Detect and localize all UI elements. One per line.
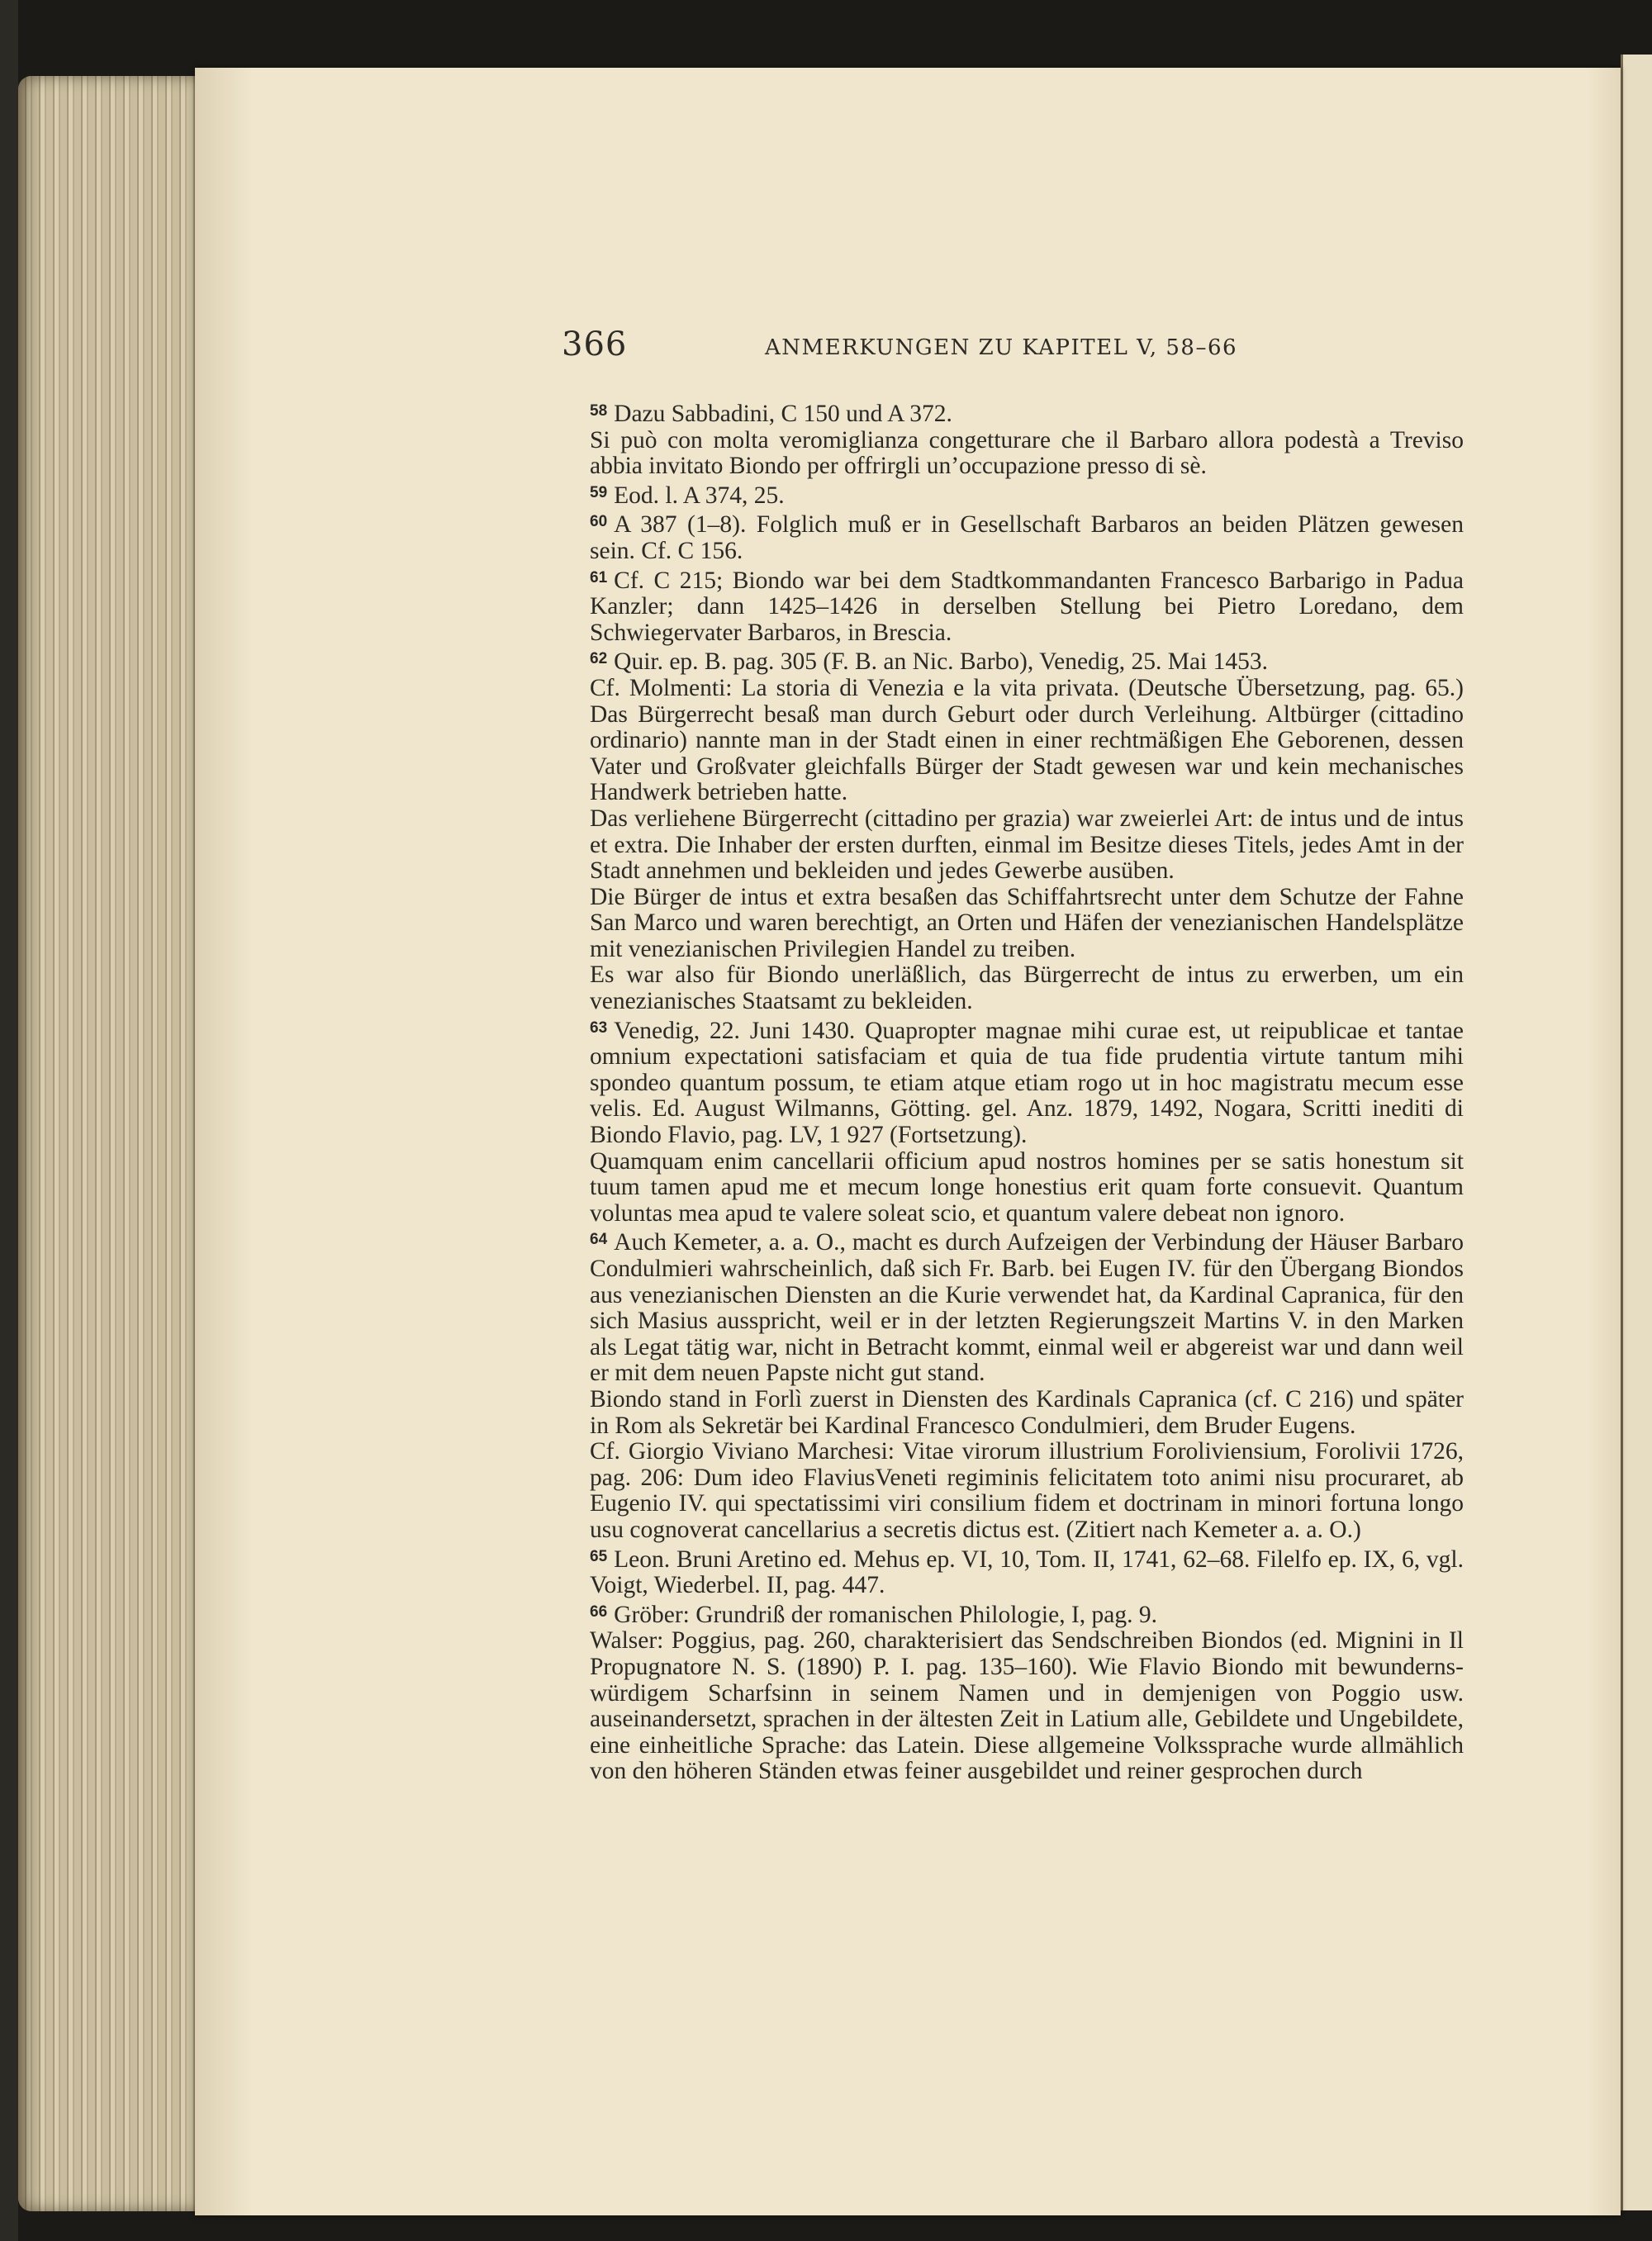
footnote-number: 60 xyxy=(590,513,608,531)
note-text: Quamquam enim cancellarii officium apud nostros homines per se satis honestum sit tuum tamen apud me et mecum longe honestius erit quam forte consuevit. Quantum voluntas mea apud te valere soleat scio, et quantum valere debeat non ignoro. xyxy=(590,1147,1464,1227)
footnote-number: 61 xyxy=(590,568,608,586)
footnote-number: 63 xyxy=(590,1018,608,1037)
note-text: Si può con molta veromiglianza congetturare che il Barbaro allora podestà a Treviso abbia invitato Biondo per offrirgli un’occupazione presso di sè. xyxy=(590,426,1464,480)
note-paragraph xyxy=(590,1387,1464,1439)
note-paragraph xyxy=(590,806,1464,885)
note-text: Die Bürger de intus et extra besaßen das Schiffahrtsrecht unter dem Schutze der Fahne San Marco und waren berechtigt, an Orten und Häfen der venezianischen Handelsplätze mit venezianischen Privilegien Handel zu treiben. xyxy=(590,883,1464,962)
note-text: Auch Kemeter, a. a. O., macht es durch Aufzeigen der Verbindung der Häuser Barbaro Condulmieri wahrscheinlich, daß sich Fr. Barb. bei Eugen IV. für den Übergang Biondos aus venezianischen Diensten an die Kurie verwendet hat, da Kardinal Capranica, für den sich Masius ausspricht, weil er in der letzten Regierungszeit Martins V. in den Marken als Legat tätig war, nicht in Betracht kommt, einmal weil er abgereist war und dann weil er mit dem neuen Papste nicht gut stand. xyxy=(590,1229,1464,1387)
note-text: A 387 (1–8). Folglich muß er in Gesellschaft Barbaros an beiden Plätzen gewesen sein. Cf. C 156. xyxy=(590,511,1464,564)
note-text: Cf. Molmenti: La storia di Venezia e la vita privata. (Deutsche Übersetzung, pag. 65.) Das Bürgerrecht besaß man durch Geburt oder durch Verleihung. Altbürger (cittadino ordinario) nannte man in der Stadt einen in einer rechtmäßigen Ehe Geborenen, dessen Vater und Großvater gleichfalls Bürger der Stadt gewesen war und kein mechanisches Handwerk betrieben hatte. xyxy=(590,674,1464,806)
note-text: Venedig, 22. Juni 1430. Quapropter magnae mihi curae est, ut reipublicae et tantae omnium expectationi satisfaciam et quia de tua fide prudentia virtute tantum mihi spondeo quantum possum, te etiam atque etiam rogo ut in hoc magistratu mecum esse velis. Ed. August Wilmanns, Götting. gel. Anz. 1879, 1492, Nogara, Scritti inediti di Biondo Flavio, pag. LV, 1 927 (Fortsetzung). xyxy=(590,1017,1464,1149)
note-text: Leon. Bruni Aretino ed. Mehus ep. VI, 10, Tom. II, 1741, 62–68. Filelfo ep. IX, 6, vgl. Voigt, Wiederbel. II, pag. 447. xyxy=(590,1545,1464,1599)
note-text: Biondo stand in Forlì zuerst in Diensten des Kardinals Capranica (cf. C 216) und später in Rom als Sekretär bei Kardinal Francesco Condulmieri, dem Bruder Eugens. xyxy=(590,1385,1464,1439)
footnote-number: 65 xyxy=(590,1547,608,1565)
footnote-number: 59 xyxy=(590,483,608,501)
footnote-62 xyxy=(590,646,1464,676)
facing-page-edge xyxy=(1621,55,1652,2210)
note-text: Eod. l. A 374, 25. xyxy=(614,482,785,509)
footnote-number: 66 xyxy=(590,1602,608,1621)
note-text: Gröber: Grundriß der romanischen Philologie, I, pag. 9. xyxy=(614,1601,1157,1628)
note-text: Dazu Sabbadini, C 150 und A 372. xyxy=(614,401,952,427)
note-paragraph xyxy=(590,676,1464,806)
note-paragraph xyxy=(590,428,1464,480)
footnote-58 xyxy=(590,398,1464,428)
binding-shadow xyxy=(0,0,18,2241)
book-page xyxy=(195,68,1621,2215)
note-text: Quir. ep. B. pag. 305 (F. B. an Nic. Barbo), Venedig, 25. Mai 1453. xyxy=(614,648,1269,676)
footnote-65 xyxy=(590,1544,1464,1599)
footnote-number: 64 xyxy=(590,1231,608,1249)
footnote-64 xyxy=(590,1227,1464,1387)
note-paragraph xyxy=(590,962,1464,1014)
note-paragraph xyxy=(590,885,1464,963)
footnote-63 xyxy=(590,1015,1464,1149)
note-text: Cf. C 215; Biondo war bei dem Stadtkommandanten Francesco Barbarigo in Padua Kanzler; dann 1425–1426 in derselben Stellung bei Pietro Loredano, dem Schwiegervater Barbaros, in Brescia. xyxy=(590,567,1464,646)
footnote-number: 58 xyxy=(590,402,608,420)
page-number: 366 xyxy=(562,325,628,363)
endnotes-body xyxy=(590,398,1464,1785)
footnote-number: 62 xyxy=(590,650,608,668)
footnote-60 xyxy=(590,509,1464,564)
footnote-66 xyxy=(590,1599,1464,1629)
running-title: ANMERKUNGEN ZU KAPITEL V, 58–66 xyxy=(765,335,1238,360)
page-header xyxy=(195,325,1621,375)
page-edges xyxy=(18,76,208,2211)
note-paragraph xyxy=(590,1628,1464,1785)
note-text: Es war also für Biondo unerläßlich, das Bürgerrecht de intus zu erwerben, um ein venezianisches Staatsamt zu bekleiden. xyxy=(590,961,1464,1015)
note-paragraph xyxy=(590,1439,1464,1543)
footnote-61 xyxy=(590,565,1464,647)
note-text: Das verliehene Bürgerrecht (cittadino per grazia) war zweierlei Art: de intus und de intus et extra. Die Inhaber der ersten durften, einmal im Besitze dieses Titels, jedes Amt in der Stadt annehmen und bekleiden und jedes Gewerbe ausüben. xyxy=(590,805,1464,885)
note-paragraph xyxy=(590,1149,1464,1227)
note-text: Walser: Poggius, pag. 260, charakterisiert das Sendschreiben Biondos (ed. Mignini in Il Propugnatore N. S. (1890) P. I. pag. 135–160). Wie Flavio Biondo mit bewunderns-würdigem Scharfsinn in seinem Namen und in demjenigen von Poggio usw. auseinandersetzt, sprachen in der ältesten Zeit in Latium alle, Gebildete und Ungebildete, eine einheitliche Sprache: das Latein. Diese allgemeine Volkssprache wurde allmählich von den höheren Ständen etwas feiner ausgebildet und reiner gesprochen durch xyxy=(590,1627,1464,1785)
footnote-59 xyxy=(590,480,1464,510)
note-text: Cf. Giorgio Viviano Marchesi: Vitae virorum illustrium Foroliviensium, Forolivii 1726, pag. 206: Dum ideo FlaviusVeneti regiminis felicitatem toto animi nisu procuraret, ab Eugenio IV. qui spectatissimi viri consilium fidem et doctrinam in minori fortuna longo usu cognoverat cancellarius a secretis dictus est. (Zitiert nach Kemeter a. a. O.) xyxy=(590,1438,1464,1543)
